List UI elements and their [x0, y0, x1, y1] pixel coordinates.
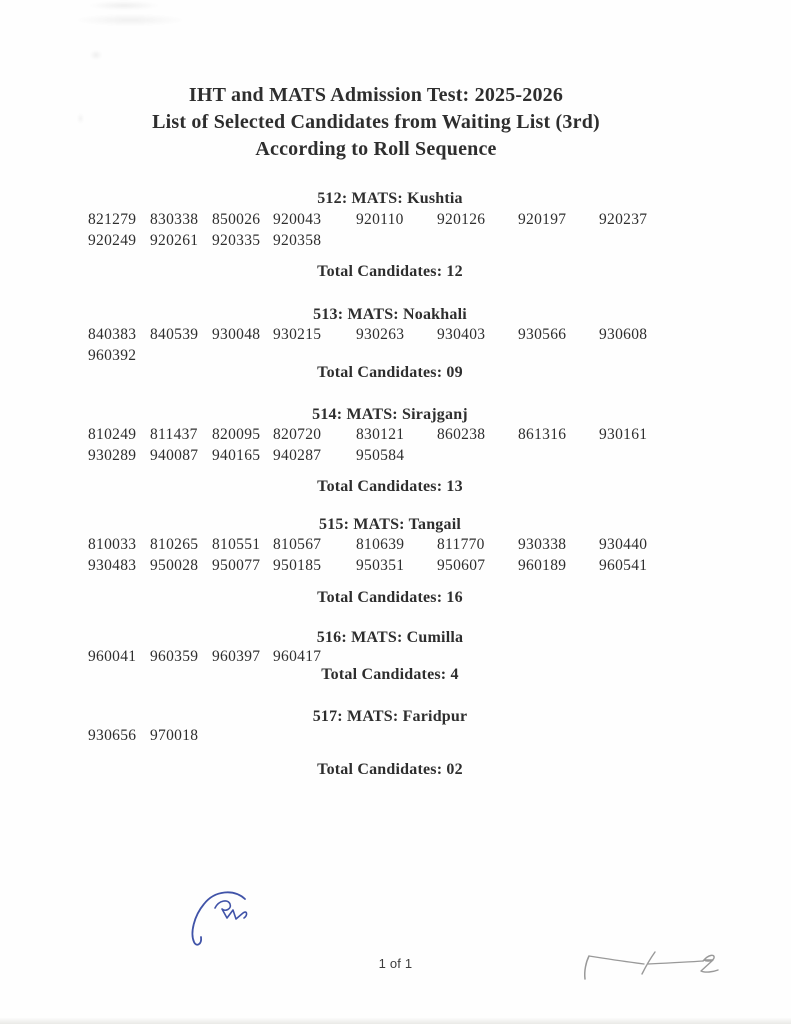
roll-number: 940287 — [273, 447, 322, 464]
roll-number: 920335 — [212, 232, 261, 249]
roll-number: 970018 — [150, 727, 199, 744]
document-title — [0, 82, 752, 163]
roll-number: 950028 — [150, 557, 199, 574]
roll-row — [88, 536, 647, 557]
roll-number: 920249 — [88, 232, 137, 249]
roll-number: 960541 — [599, 557, 648, 574]
roll-number: 940165 — [212, 447, 261, 464]
roll-number: 920261 — [150, 232, 199, 249]
roll-number-list — [88, 426, 647, 468]
roll-number: 930566 — [518, 326, 567, 343]
roll-row — [88, 326, 647, 347]
roll-number: 920197 — [518, 211, 567, 228]
blue-ink-signature-icon — [182, 886, 260, 961]
title-line-3: According to Roll Sequence — [255, 138, 497, 160]
roll-number: 920237 — [599, 211, 648, 228]
roll-number: 950077 — [212, 557, 261, 574]
roll-number-list — [88, 536, 647, 578]
roll-number: 930263 — [356, 326, 405, 343]
roll-number: 960041 — [88, 648, 137, 665]
roll-number: 830338 — [150, 211, 199, 228]
roll-number: 811770 — [437, 536, 485, 553]
roll-number: 960417 — [273, 648, 322, 665]
total-candidates-517: Total Candidates: 02 — [317, 761, 463, 778]
roll-number: 950584 — [356, 447, 405, 464]
title-line-1: IHT and MATS Admission Test: 2025-2026 — [188, 84, 564, 106]
section-heading-516-cumilla: 516: MATS: Cumilla — [316, 629, 464, 646]
roll-row — [88, 727, 647, 748]
roll-row — [88, 557, 647, 578]
total-candidates-513: Total Candidates: 09 — [317, 364, 463, 381]
roll-number: 820720 — [273, 426, 322, 443]
roll-number: 830121 — [356, 426, 405, 443]
roll-number: 930440 — [599, 536, 648, 553]
scan-smudge — [90, 50, 102, 60]
roll-number: 840383 — [88, 326, 137, 343]
roll-number: 810567 — [273, 536, 322, 553]
roll-number: 861316 — [518, 426, 567, 443]
scan-smudge — [74, 14, 186, 26]
roll-number: 960397 — [212, 648, 261, 665]
roll-number: 920110 — [356, 211, 404, 228]
total-candidates-512: Total Candidates: 12 — [317, 263, 463, 280]
roll-number: 810639 — [356, 536, 405, 553]
section-heading-514-sirajganj: 514: MATS: Sirajganj — [312, 406, 468, 423]
roll-number: 950607 — [437, 557, 486, 574]
roll-number: 820095 — [212, 426, 261, 443]
roll-number: 930403 — [437, 326, 486, 343]
roll-number: 920358 — [273, 232, 322, 249]
roll-number: 940087 — [150, 447, 199, 464]
scan-smudge — [88, 1, 160, 10]
page-number: 1 of 1 — [378, 956, 413, 971]
roll-number: 930338 — [518, 536, 567, 553]
section-heading-512-kushtia: 512: MATS: Kushtia — [317, 190, 463, 207]
roll-number: 840539 — [150, 326, 199, 343]
total-candidates-516: Total Candidates: 4 — [321, 666, 459, 683]
roll-number-list — [88, 211, 647, 253]
total-candidates-515: Total Candidates: 16 — [317, 589, 463, 606]
roll-number-list — [88, 727, 647, 748]
section-heading-517-faridpur: 517: MATS: Faridpur — [312, 708, 468, 725]
roll-number: 810249 — [88, 426, 137, 443]
roll-number: 960359 — [150, 648, 199, 665]
roll-number: 930048 — [212, 326, 261, 343]
roll-number: 811437 — [150, 426, 198, 443]
roll-number: 821279 — [88, 211, 137, 228]
roll-number: 930289 — [88, 447, 137, 464]
roll-number: 950185 — [273, 557, 322, 574]
roll-number: 930656 — [88, 727, 137, 744]
section-heading-513-noakhali: 513: MATS: Noakhali — [313, 306, 467, 323]
roll-row — [88, 211, 647, 232]
roll-number: 960392 — [88, 347, 137, 364]
roll-row — [88, 447, 647, 468]
roll-number: 920126 — [437, 211, 486, 228]
roll-number-list — [88, 326, 647, 368]
roll-number: 930483 — [88, 557, 137, 574]
scan-edge-shadow — [0, 1017, 791, 1024]
roll-number: 930161 — [599, 426, 648, 443]
roll-number: 810265 — [150, 536, 199, 553]
roll-number: 810551 — [212, 536, 261, 553]
section-heading-515-tangail: 515: MATS: Tangail — [319, 516, 461, 533]
total-candidates-514: Total Candidates: 13 — [317, 478, 463, 495]
title-line-2: List of Selected Candidates from Waiting List (3rd) — [152, 111, 600, 133]
roll-number: 920043 — [273, 211, 322, 228]
roll-row — [88, 426, 647, 447]
roll-number: 950351 — [356, 557, 405, 574]
roll-number: 810033 — [88, 536, 137, 553]
roll-number: 930608 — [599, 326, 648, 343]
roll-row — [88, 232, 647, 253]
roll-number: 850026 — [212, 211, 261, 228]
roll-number: 930215 — [273, 326, 322, 343]
roll-number: 860238 — [437, 426, 486, 443]
roll-number: 960189 — [518, 557, 567, 574]
